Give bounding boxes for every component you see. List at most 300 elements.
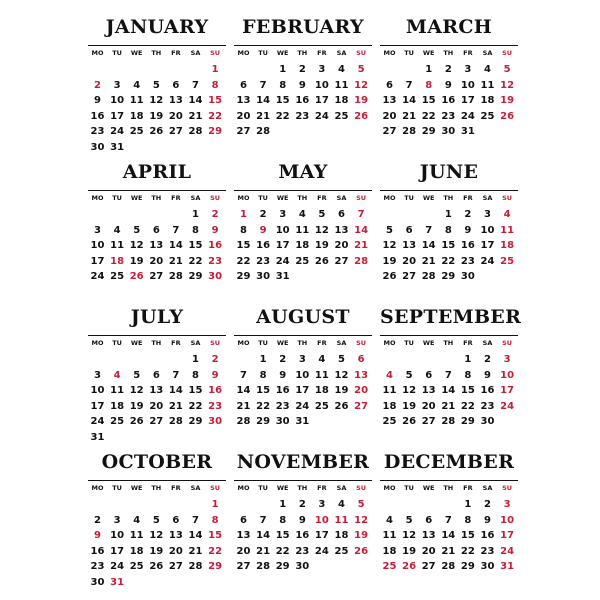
day-cell: 17 [314,95,329,106]
day-cell: 23 [460,255,475,267]
weekday-header [234,192,372,204]
day-cell: 20 [149,255,164,267]
day-cell: 14 [402,95,417,106]
day-cell: 30 [295,561,310,572]
day-cell: 9 [279,369,287,381]
day-cell: 25 [500,255,515,267]
day-cell: 30 [208,271,223,282]
day-cell: 30 [90,576,105,588]
month-divider [234,45,372,46]
day-cell: 13 [236,530,251,541]
day-cell: 9 [94,530,101,541]
day-cell: 26 [149,126,164,137]
day-cell: 5 [405,514,413,526]
day-cell: 24 [110,561,125,572]
day-cell: 9 [464,224,472,236]
day-cell: 10 [275,224,290,236]
weekday-label-sa: SA [190,484,201,492]
day-cell: 30 [208,416,223,427]
day-cell: 12 [354,514,369,526]
day-cell: 21 [421,255,436,267]
day-cell: 13 [168,530,183,541]
weekday-label-we: WE [276,339,289,347]
weekday-label-we: WE [130,194,143,202]
weekday-label-tu: TU [404,194,414,202]
day-cell: 4 [386,514,393,526]
day-cell: 2 [484,499,491,510]
day-cell: 16 [275,385,290,396]
day-cell: 18 [314,385,329,396]
weekday-label-tu: TU [258,339,268,347]
day-cell: 22 [188,400,203,412]
month-divider [234,480,372,481]
day-cell: 4 [133,79,141,91]
day-cell: 27 [354,400,369,412]
day-cell: 22 [208,110,223,122]
day-cell: 2 [211,209,219,220]
day-cell: 26 [314,255,329,267]
day-cell: 24 [314,545,329,557]
day-grid [88,352,226,444]
day-cell: 5 [357,499,365,510]
day-cell: 4 [484,64,491,75]
day-cell: 5 [386,224,393,236]
day-cell: 25 [129,561,144,572]
day-cell: 26 [149,561,164,572]
day-cell: 13 [354,369,369,381]
day-cell: 13 [402,240,417,251]
day-cell: 18 [334,95,349,106]
weekday-label-tu: TU [404,484,414,492]
day-cell: 7 [192,79,199,91]
day-cell: 11 [110,240,125,251]
day-cell: 19 [334,385,349,396]
weekday-label-tu: TU [112,49,122,57]
day-cell: 11 [110,385,125,396]
weekday-label-su: SU [210,49,221,57]
day-cell: 28 [441,416,456,427]
day-cell: 27 [334,255,349,267]
weekday-header [88,47,226,59]
day-cell: 27 [168,126,183,137]
weekday-label-th: TH [297,194,308,202]
day-cell: 13 [334,224,349,236]
weekday-label-we: WE [422,484,435,492]
day-cell: 29 [421,126,436,137]
day-cell: 29 [188,271,203,282]
day-cell: 10 [500,369,515,381]
weekday-label-mo: MO [237,194,250,202]
day-cell: 3 [279,209,287,220]
day-cell: 29 [275,561,290,572]
day-cell: 9 [484,514,491,526]
day-cell: 30 [480,416,495,427]
weekday-header [234,337,372,349]
weekday-header [234,47,372,59]
weekday-label-sa: SA [482,339,493,347]
day-cell: 27 [382,126,397,137]
day-cell: 25 [480,110,495,122]
day-cell: 15 [275,95,290,106]
day-cell: 21 [168,255,183,267]
day-cell: 28 [188,126,203,137]
weekday-label-sa: SA [336,339,347,347]
weekday-label-mo: MO [91,484,104,492]
day-cell: 14 [421,240,436,251]
day-cell: 20 [382,110,397,122]
day-cell: 11 [129,530,144,541]
month-name: DECEMBER [383,451,515,473]
day-cell: 17 [480,240,495,251]
weekday-header [380,337,518,349]
day-cell: 18 [295,240,310,251]
weekday-label-mo: MO [237,49,250,57]
day-cell: 21 [256,545,271,557]
day-cell: 16 [208,385,223,396]
day-cell: 6 [425,369,433,381]
weekday-label-we: WE [276,194,289,202]
day-cell: 22 [421,110,436,122]
day-cell: 6 [386,79,393,91]
day-cell: 26 [334,400,349,412]
day-cell: 12 [402,385,417,396]
day-cell: 29 [256,416,271,427]
day-cell: 17 [314,530,329,541]
day-cell: 9 [259,224,267,236]
day-cell: 22 [460,400,475,412]
day-cell: 21 [402,110,417,122]
day-cell: 7 [172,224,180,236]
day-cell: 8 [211,79,219,91]
day-cell: 27 [421,416,436,427]
day-cell: 28 [256,126,271,137]
day-cell: 18 [110,400,125,412]
day-cell: 13 [421,385,436,396]
day-cell: 6 [152,224,160,236]
weekday-label-fr: FR [171,484,181,492]
weekday-label-fr: FR [171,194,181,202]
month-september [380,304,522,446]
day-cell: 11 [129,95,144,106]
day-cell: 13 [236,95,251,106]
day-cell: 23 [256,255,271,267]
day-cell: 4 [503,209,511,220]
day-cell: 9 [298,514,306,526]
day-cell: 12 [334,369,349,381]
day-cell: 24 [314,110,329,122]
day-grid [88,497,226,589]
weekday-label-tu: TU [258,194,268,202]
day-cell: 29 [208,126,223,137]
day-cell: 3 [503,499,511,510]
day-cell: 2 [211,354,219,365]
day-cell: 23 [441,110,456,122]
day-cell: 26 [354,110,369,122]
day-cell: 1 [240,209,247,220]
day-cell: 6 [240,514,247,526]
day-cell: 16 [460,240,475,251]
weekday-label-fr: FR [463,484,473,492]
day-cell: 3 [464,64,472,75]
day-cell: 12 [500,79,515,91]
day-cell: 28 [256,561,271,572]
day-cell: 15 [208,95,223,106]
day-cell: 23 [295,545,310,557]
weekday-label-th: TH [297,484,308,492]
weekday-label-tu: TU [258,484,268,492]
day-cell: 2 [279,354,287,365]
day-cell: 27 [149,416,164,427]
day-cell: 14 [168,240,183,251]
day-cell: 10 [314,514,329,526]
weekday-label-tu: TU [258,49,268,57]
month-july [88,304,226,446]
day-cell: 10 [90,385,105,396]
day-cell: 12 [129,385,144,396]
day-cell: 21 [188,110,203,122]
day-cell: 31 [90,431,105,443]
weekday-label-sa: SA [482,484,493,492]
day-cell: 13 [149,240,164,251]
month-name: FEBRUARY [242,16,364,38]
day-cell: 19 [129,400,144,412]
day-cell: 3 [298,354,306,365]
day-cell: 6 [152,369,160,381]
weekday-label-we: WE [422,339,435,347]
day-cell: 19 [354,95,369,106]
day-cell: 7 [405,79,413,91]
month-october [88,449,226,591]
day-cell: 30 [275,416,290,427]
day-cell: 25 [382,416,397,427]
weekday-label-fr: FR [317,339,327,347]
day-cell: 19 [354,530,369,541]
day-cell: 4 [318,354,326,365]
weekday-label-su: SU [502,484,513,492]
day-cell: 7 [240,369,247,381]
day-cell: 27 [236,561,251,572]
day-cell: 15 [236,240,251,251]
day-cell: 6 [357,354,365,365]
day-cell: 9 [211,369,219,381]
day-cell: 11 [295,224,310,236]
day-cell: 21 [441,545,456,557]
day-cell: 24 [480,255,495,267]
weekday-label-su: SU [210,339,221,347]
month-name: NOVEMBER [236,451,370,473]
day-cell: 31 [295,416,310,427]
month-name: MAY [278,161,328,183]
day-cell: 28 [188,561,203,572]
weekday-label-tu: TU [404,49,414,57]
day-cell: 25 [295,255,310,267]
day-cell: 14 [188,530,203,541]
day-cell: 11 [500,224,515,236]
day-cell: 16 [480,530,495,541]
weekday-label-mo: MO [383,339,396,347]
day-cell: 16 [295,530,310,541]
month-june [380,159,518,301]
weekday-label-su: SU [356,484,367,492]
weekday-label-mo: MO [383,194,396,202]
weekday-label-tu: TU [112,194,122,202]
day-cell: 30 [480,561,495,572]
day-cell: 10 [500,514,515,526]
day-cell: 3 [113,514,121,526]
day-cell: 17 [500,385,515,396]
weekday-label-th: TH [443,194,454,202]
weekday-label-sa: SA [336,484,347,492]
day-grid [88,62,226,154]
day-cell: 25 [129,126,144,137]
day-cell: 14 [236,385,251,396]
day-cell: 11 [314,369,329,381]
day-cell: 6 [172,514,180,526]
year-calendar [88,14,522,588]
day-cell: 25 [110,271,125,282]
weekday-label-fr: FR [171,339,181,347]
day-cell: 26 [129,416,144,427]
weekday-header [234,482,372,494]
month-divider [234,335,372,336]
day-cell: 22 [441,255,456,267]
day-grid [234,207,372,299]
day-cell: 7 [357,209,365,220]
day-cell: 1 [279,64,287,75]
day-cell: 21 [168,400,183,412]
day-cell: 6 [405,224,413,236]
weekday-label-fr: FR [463,49,473,57]
day-cell: 26 [129,271,144,282]
day-cell: 8 [240,224,247,236]
day-cell: 14 [188,95,203,106]
weekday-label-fr: FR [317,484,327,492]
day-cell: 1 [425,64,433,75]
day-cell: 14 [441,385,456,396]
day-cell: 26 [382,271,397,282]
day-cell: 23 [208,400,223,412]
month-name: AUGUST [256,306,350,328]
weekday-label-mo: MO [383,484,396,492]
day-cell: 19 [402,400,417,412]
day-cell: 31 [460,126,475,137]
day-cell: 19 [149,545,164,557]
day-cell: 15 [421,95,436,106]
day-cell: 10 [460,79,475,91]
day-cell: 2 [298,499,306,510]
day-cell: 28 [441,561,456,572]
day-cell: 9 [444,79,452,91]
weekday-label-we: WE [130,339,143,347]
day-cell: 5 [503,64,511,75]
day-cell: 30 [90,141,105,153]
day-cell: 4 [298,209,306,220]
day-cell: 9 [211,224,219,236]
day-cell: 5 [133,224,141,236]
day-cell: 8 [464,514,472,526]
day-cell: 29 [460,561,475,572]
day-cell: 7 [444,514,452,526]
day-cell: 7 [192,514,199,526]
month-divider [88,190,226,191]
weekday-label-su: SU [356,49,367,57]
day-cell: 18 [382,400,397,412]
day-cell: 23 [275,400,290,412]
day-cell: 7 [259,514,267,526]
day-cell: 14 [441,530,456,541]
weekday-label-tu: TU [112,484,122,492]
day-cell: 29 [441,271,456,282]
day-cell: 20 [236,545,251,557]
day-cell: 28 [402,126,417,137]
day-cell: 3 [94,224,101,236]
weekday-label-th: TH [151,49,162,57]
day-cell: 18 [129,545,144,557]
weekday-label-su: SU [502,49,513,57]
day-cell: 2 [259,209,267,220]
day-cell: 4 [338,499,345,510]
weekday-label-fr: FR [317,194,327,202]
day-cell: 16 [208,240,223,251]
day-cell: 2 [298,64,306,75]
day-cell: 21 [236,400,251,412]
day-cell: 17 [460,95,475,106]
day-cell: 18 [500,240,515,251]
day-grid [380,352,518,444]
day-grid [234,352,372,444]
weekday-label-sa: SA [336,194,347,202]
day-cell: 19 [314,240,329,251]
day-cell: 1 [279,499,287,510]
day-cell: 26 [402,561,417,572]
weekday-label-fr: FR [171,49,181,57]
weekday-header [88,192,226,204]
day-cell: 6 [425,514,433,526]
weekday-label-we: WE [130,49,143,57]
weekday-label-mo: MO [91,339,104,347]
day-cell: 1 [444,209,452,220]
month-january [88,14,226,156]
day-cell: 8 [279,514,287,526]
day-grid [88,207,226,299]
day-cell: 9 [94,95,101,106]
day-cell: 28 [168,416,183,427]
day-cell: 7 [172,369,180,381]
day-cell: 4 [113,224,121,236]
day-cell: 20 [236,110,251,122]
weekday-label-we: WE [422,49,435,57]
day-cell: 30 [441,126,456,137]
weekday-label-th: TH [297,49,308,57]
month-august [234,304,372,446]
weekday-label-sa: SA [336,49,347,57]
day-cell: 18 [110,255,125,267]
day-cell: 18 [480,95,495,106]
day-cell: 11 [382,530,397,541]
day-cell: 6 [240,79,247,91]
month-name: JUNE [419,161,479,183]
day-cell: 12 [382,240,397,251]
day-cell: 10 [480,224,495,236]
day-cell: 29 [460,416,475,427]
weekday-label-tu: TU [112,339,122,347]
day-cell: 31 [500,561,515,572]
day-cell: 22 [460,545,475,557]
day-cell: 31 [275,271,290,282]
day-cell: 23 [295,110,310,122]
month-divider [380,335,518,336]
day-cell: 29 [188,416,203,427]
